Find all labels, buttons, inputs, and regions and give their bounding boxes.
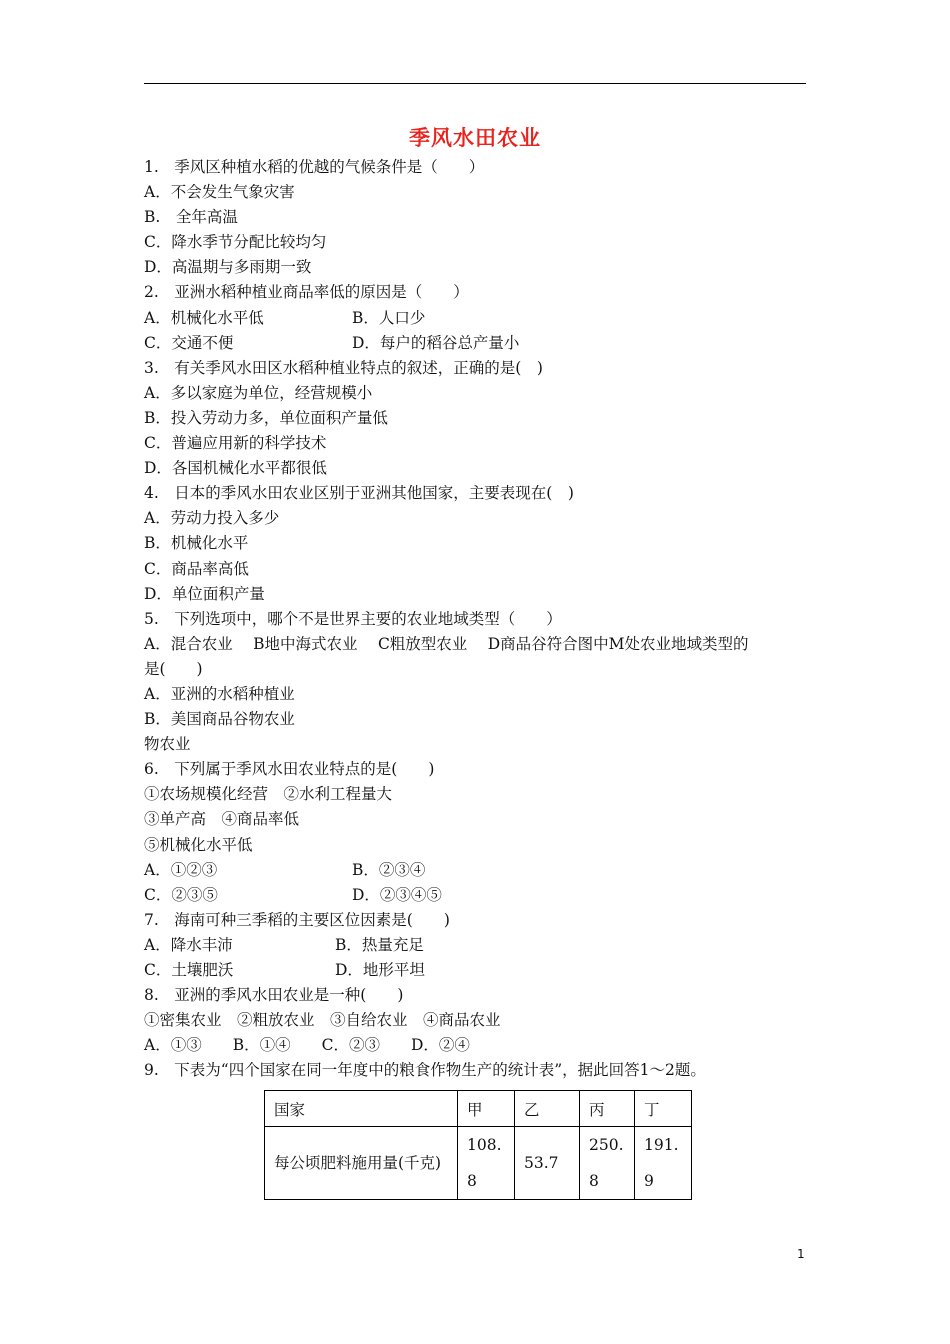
text-line: 6. 下列属于季风水田农业特点的是( ) [144, 760, 435, 779]
table-row [265, 1127, 692, 1200]
table-header-cell: 国家 [265, 1091, 458, 1127]
page-number: 1 [797, 1247, 805, 1261]
text-line: 9. 下表为“四个国家在同一年度中的粮食作物生产的统计表”，据此回答1～2题。 [144, 1061, 706, 1080]
text-line: D．高温期与多雨期一致 [144, 258, 312, 277]
text-line: B. 全年高温 [144, 208, 238, 227]
text-line: B．机械化水平 [144, 534, 249, 553]
text-line [144, 883, 806, 908]
option-right: B．热量充足 [335, 935, 424, 954]
text-line [144, 306, 806, 331]
text-line: C．商品率高低 [144, 559, 249, 578]
text-line [144, 858, 806, 883]
page-title: 季风水田农业 [409, 126, 541, 150]
table-header-cell: 丁 [635, 1091, 692, 1127]
option-left: A．机械化水平低 [144, 308, 264, 327]
text-line: 8. 亚洲的季风水田农业是一种( ) [144, 986, 404, 1005]
table-header-row [265, 1091, 692, 1127]
text-line: 2. 亚洲水稻种植业商品率低的原因是（ ） [144, 283, 469, 302]
table-header-cell: 乙 [515, 1091, 580, 1127]
text-line: A．劳动力投入多少 [144, 509, 280, 528]
text-line [144, 933, 806, 958]
text-line: 5. 下列选项中，哪个不是世界主要的农业地域类型（ ） [144, 609, 562, 628]
text-line: 4. 日本的季风水田农业区别于亚洲其他国家，主要表现在( ) [144, 484, 574, 503]
text-line: 是( ) [144, 659, 203, 678]
text-line: D．单位面积产量 [144, 584, 265, 603]
text-line: D．各国机械化水平都很低 [144, 459, 327, 478]
text-line: C．降水季节分配比较均匀 [144, 233, 327, 252]
text-line [144, 331, 806, 356]
option-right: D．地形平坦 [335, 961, 425, 979]
table-cell: 250.8 [580, 1127, 635, 1200]
option-right: D．②③④⑤ [352, 885, 442, 904]
table-header-cell: 甲 [458, 1091, 515, 1127]
table-cell: 每公顷肥料施用量(千克) [265, 1127, 458, 1200]
question-list [144, 155, 806, 1083]
text-line: B．投入劳动力多，单位面积产量低 [144, 408, 388, 427]
text-line: ①农场规模化经营 ②水利工程量大 [144, 785, 393, 804]
option-left: A．①②③ [144, 860, 218, 879]
text-line: ③单产高 ④商品率低 [144, 810, 300, 829]
option-left: C．交通不便 [144, 333, 234, 352]
option-right: B．②③④ [352, 860, 426, 879]
text-line: A．不会发生气象灾害 [144, 183, 295, 202]
text-line: B．美国商品谷物农业 [144, 710, 295, 729]
table-cell: 53.7 [515, 1127, 580, 1200]
text-line: A．亚洲的水稻种植业 [144, 684, 295, 703]
text-line: 7. 海南可种三季稻的主要区位因素是( ) [144, 910, 450, 929]
text-line: ⑤机械化水平低 [144, 835, 253, 854]
table-cell: 108.8 [458, 1127, 515, 1200]
text-line: A．多以家庭为单位，经营规模小 [144, 383, 373, 402]
text-line: 1. 季风区种植水稻的优越的气候条件是（ ） [144, 158, 485, 176]
text-line [144, 958, 806, 983]
text-line: 3. 有关季风水田区水稻种植业特点的叙述，正确的是( ) [144, 358, 543, 377]
option-left: C．土壤肥沃 [144, 961, 234, 979]
statistics-table [264, 1090, 692, 1200]
option-left: A．降水丰沛 [144, 935, 233, 954]
table-header-cell: 丙 [580, 1091, 635, 1127]
option-right: D．每户的稻谷总产量小 [352, 333, 520, 352]
text-line: ①密集农业 ②粗放农业 ③自给农业 ④商品农业 [144, 1011, 501, 1030]
option-left: C．②③⑤ [144, 885, 218, 904]
table-cell: 191.9 [635, 1127, 692, 1200]
text-line: A．①③ B．①④ C．②③ D．②④ [144, 1036, 470, 1055]
option-right: B．人口少 [352, 308, 426, 327]
text-line: A．混合农业 B地中海式农业 C粗放型农业 D商品谷符合图中M处农业地域类型的 [144, 634, 749, 653]
text-line: 物农业 [144, 735, 191, 754]
text-line: C．普遍应用新的科学技术 [144, 434, 327, 453]
header-rule [144, 83, 806, 84]
